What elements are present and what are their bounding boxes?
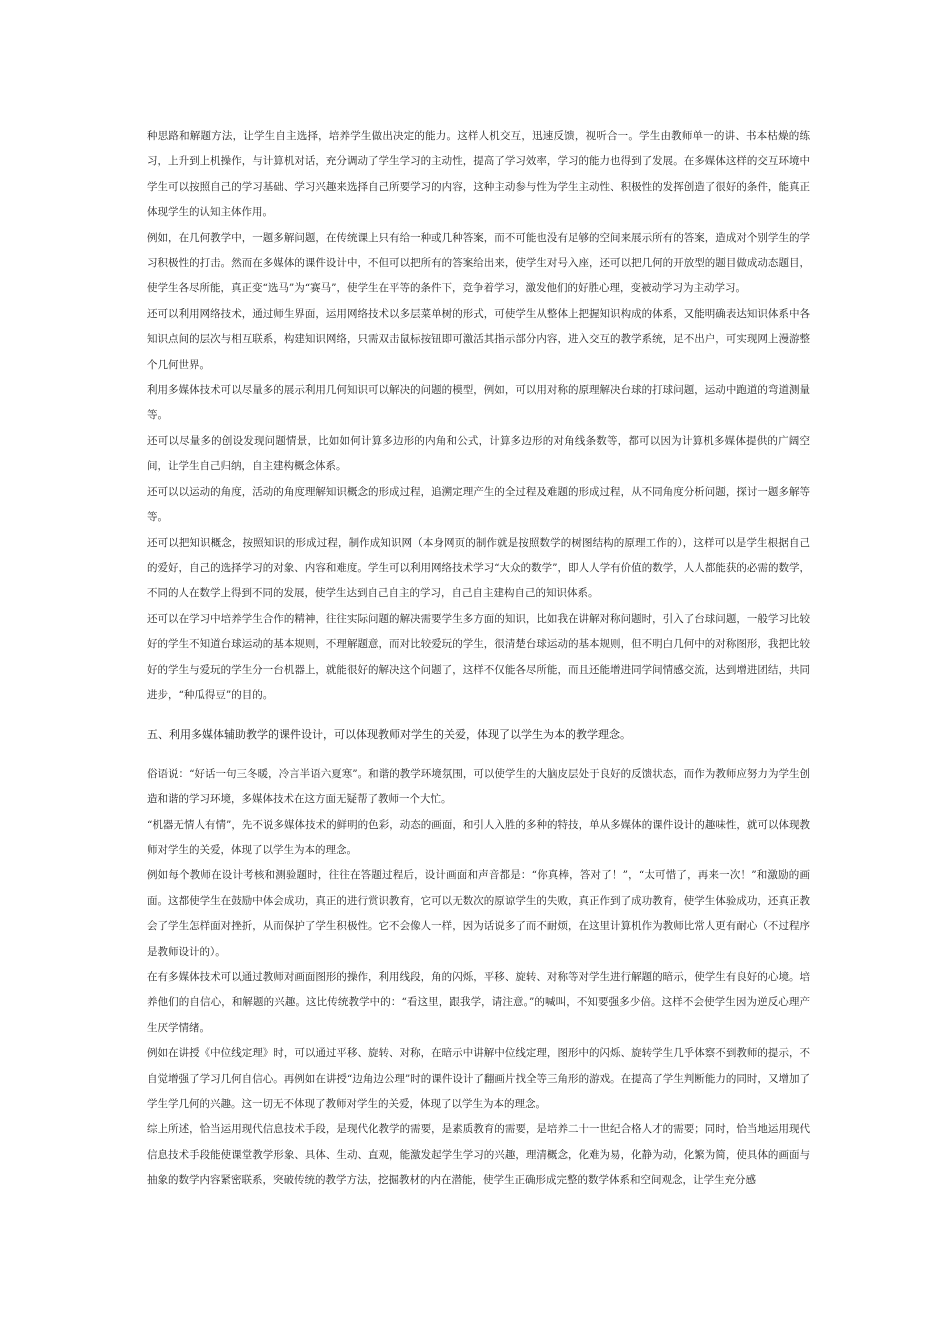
paragraph: 还可以尽量多的创设发现问题情景，比如如何计算多边形的内角和公式，计算多边形的对角线条数等，都可以因为计算机多媒体提供的广阔空间，让学生自己归纳，自主建构概念体系。 [147, 434, 810, 473]
paragraph: 还可以在学习中培养学生合作的精神，往往实际问题的解决需要学生多方面的知识，比如我在讲解对称问题时，引入了台球问题，一般学习比较好的学生不知道台球运动的基本规则，不理解题意，而对比较爱玩的学生，很清楚台球运动的基本规则，但不明白几何中的对称图形，我把比较好的学生与爱玩的学生分一台机器上，就能很好的解决这个问题了，这样不仅能各尽所能，而且还能增进同学间情感交流，达到增进团结，共同进步，“种瓜得豆”的目的。 [147, 612, 810, 701]
paragraph: 俗语说：“好话一句三冬暖，冷言半语六夏寒”。和谐的教学环境氛围，可以使学生的大脑皮层处于良好的反馈状态，而作为教师应努力为学生创造和谐的学习环境，多媒体技术在这方面无疑帮了教师一个大忙。 [147, 767, 810, 806]
paragraph: 利用多媒体技术可以尽量多的展示利用几何知识可以解决的问题的模型，例如，可以用对称的原理解决台球的打球问题，运动中跑道的弯道测量等。 [147, 384, 810, 422]
paragraph: 种思路和解题方法，让学生自主选择，培养学生做出决定的能力。这样人机交互，迅速反馈，视听合一。学生由教师单一的讲、书本枯燥的练习，上升到上机操作，与计算机对话，充分调动了学生学习的主动性，提高了学习效率，学习的能力也得到了发展。在多媒体这样的交互环境中学生可以按照自己的学习基础、学习兴趣来选择自己所要学习的内容，这种主动参与性为学生主动性、积极性的发挥创造了很好的条件，能真正体现学生的认知主体作用。 [147, 130, 810, 219]
document-body [147, 124, 810, 1194]
paragraph: 例如，在几何教学中，一题多解问题，在传统课上只有给一种或几种答案，而不可能也没有足够的空间来展示所有的答案，造成对个别学生的学习积极性的打击。然而在多媒体的课件设计中，不但可以把所有的答案给出来，使学生对号入座，还可以把几何的开放型的题目做成动态题目，使学生各尽所能，真正变“选马”为“赛马”，使学生在平等的条件下，竞争着学习，激发他们的好胜心理，变被动学习为主动学习。 [147, 231, 810, 295]
paragraph: 在有多媒体技术可以通过教师对画面图形的操作，利用线段，角的闪烁，平移、旋转、对称等对学生进行解题的暗示，使学生有良好的心境。培养他们的自信心，和解题的兴趣。这比传统教学中的：“看这里，跟我学，请注意。”的喊叫，不知要强多少倍。这样不会使学生因为逆反心理产生厌学情绪。 [147, 971, 810, 1034]
paragraph: 还可以利用网络技术，通过师生界面，运用网络技术以多层菜单树的形式，可使学生从整体上把握知识构成的体系，又能明确表达知识体系中各知识点间的层次与相互联系，构建知识网络，只需双击鼠标按钮即可激活其指示部分内容，进入交互的教学系统，足不出户，可实现网上漫游整个几何世界。 [147, 307, 810, 371]
paragraph: 综上所述，恰当运用现代信息技术手段，是现代化教学的需要，是素质教育的需要，是培养二十一世纪合格人才的需要；同时，恰当地运用现代信息技术手段能使课堂教学形象、具体、生动、直观，能激发起学生学习的兴趣，理清概念，化难为易，化静为动，化繁为简，使具体的画面与抽象的数学内容紧密联系，突破传统的教学方法，挖掘教材的内在潜能，使学生正确形成完整的数学体系和空间观念，让学生充分感 [147, 1123, 810, 1187]
paragraph: “机器无情人有情”，先不说多媒体技术的鲜明的色彩，动态的画面，和引人入胜的多种的特技，单从多媒体的课件设计的趣味性，就可以体现教师对学生的关爱，体现了以学生为本的理念。 [147, 818, 810, 856]
paragraph: 还可以以运动的角度，活动的角度理解知识概念的形成过程，追溯定理产生的全过程及难题的形成过程，从不同角度分析问题，探讨一题多解等等。 [147, 485, 810, 524]
paragraph: 例如在讲授《中位线定理》时，可以通过平移、旋转、对称，在暗示中讲解中位线定理，图形中的闪烁、旋转学生几乎体察不到教师的提示，不自觉增强了学习几何自信心。再例如在讲授“边角边公理”时的课件设计了翻画片找全等三角形的游戏。在提高了学生判断能力的同时，又增加了学生学几何的兴趣。这一切无不体现了教师对学生的关爱，体现了以学生为本的理念。 [147, 1047, 810, 1111]
paragraph: 还可以把知识概念，按照知识的形成过程，制作成知识网（本身网页的制作就是按照数学的树图结构的原理工作的），这样可以是学生根据自己的爱好，自己的选择学习的对象、内容和难度。学生可以利用网络技术学习“大众的数学”，即人人学有价值的数学，人人都能获的必需的数学，不同的人在数学上得到不同的发展，使学生达到自己自主的学习，自己自主建构自己的知识体系。 [147, 536, 810, 600]
paragraph: 例如每个教师在设计考核和测验题时，往往在答题过程后，设计画面和声音都是：“你真棒，答对了！”，“太可惜了，再来一次！”和激励的画面。这都使学生在鼓励中体会成功，真正的进行赏识教育，它可以无数次的原谅学生的失败，真正作到了成功教育，使学生体验成功，还真正教会了学生怎样面对挫折，从而保护了学生积极性。它不会像人一样，因为话说多了而不耐烦，在这里计算机作为教师比常人更有耐心（不过程序是教师设计的）。 [147, 869, 810, 958]
section-heading: 五、利用多媒体辅助教学的课件设计，可以体现教师对学生的关爱，体现了以学生为本的教学理念。 [147, 728, 631, 742]
